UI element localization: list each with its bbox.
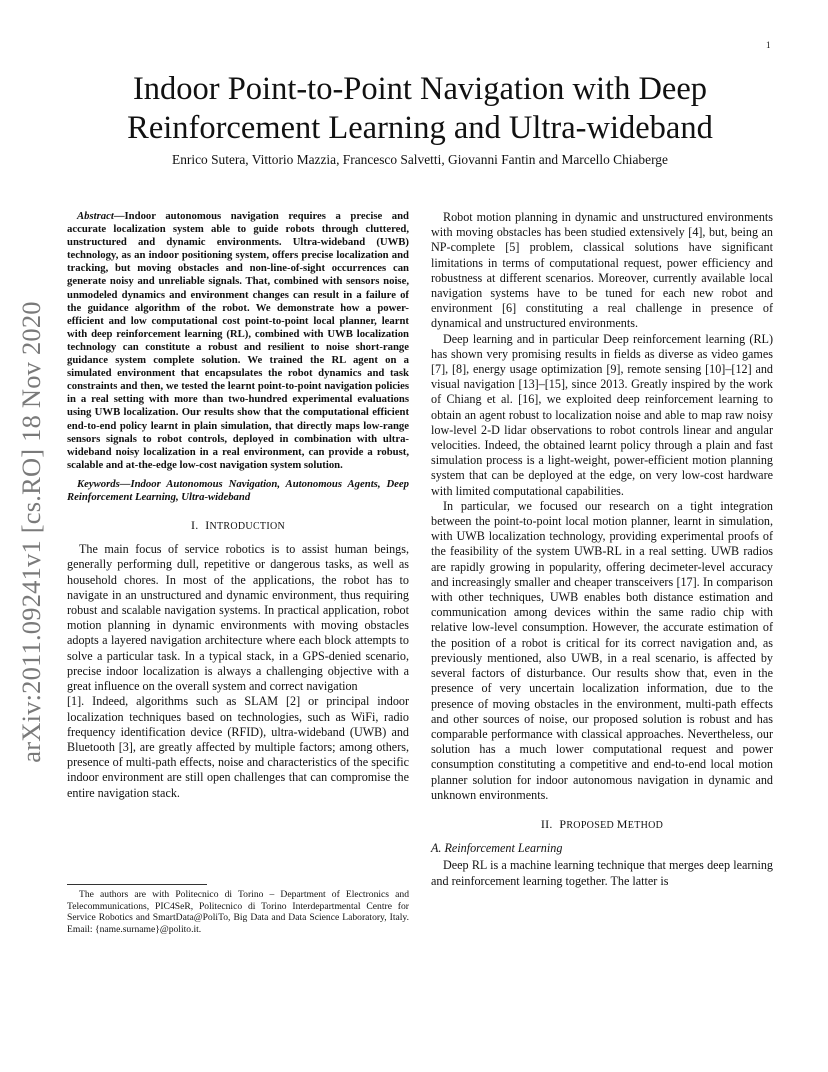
right-column bbox=[431, 210, 773, 889]
keywords: Keywords—Indoor Autonomous Navigation, Autonomous Agents, Deep Reinforcement Learning, Ultra-wideband bbox=[67, 477, 409, 503]
subsection-heading: A. Reinforcement Learning bbox=[431, 841, 563, 856]
right-paragraph-4: Deep RL is a machine learning technique that merges deep learning and reinforcement learning together. The latter is bbox=[431, 858, 773, 888]
abstract bbox=[67, 210, 409, 472]
section-heading-proposed-method: II. PROPOSED METHOD bbox=[540, 816, 664, 831]
section-heading-introduction: I. INTRODUCTION bbox=[190, 518, 286, 533]
footnote-text: The authors are with Politecnico di Torino – Department of Electronics and Telecommunications, PIC4SeR, Politecnico di Torino Interdepartmental Centre for Service Robotics and SmartData@PoliTo, Big Data and Data Science Laboratory, Italy. Email: {name.surname}@polito.it. bbox=[67, 889, 409, 935]
author-list: Enrico Sutera, Vittorio Mazzia, Francesco Salvetti, Giovanni Fantin and Marcello Chiaberge bbox=[172, 152, 668, 167]
abstract-label: Abstract bbox=[77, 210, 114, 222]
right-paragraph-2: Deep learning and in particular Deep reinforcement learning (RL) has shown very promising results in fields as diverse as video games [7], [8], energy usage optimization [9], remote sensing [10]–[12] and visual navigation [13]–[15], since 2013. Greatly inspired by the work of Chiang et al. [16], we exploited deep reinforcement learning to obtain an agent robust to localization noise and able to map raw noisy low-level 2-D lidar observations to robot controls linear and angular velocities. Indeed, the obtained learnt policy through a plain and fast simulation process is a light-weight, power-efficient motion planning system that can be deployed at the edge, on very low-cost hardware with limited computational capabilities. bbox=[431, 331, 773, 498]
abstract-text: —Indoor autonomous navigation requires a precise and accurate localization system able to guide robots through cluttered, unstructured and dynamic environments. Ultra-wideband (UWB) technology, as an indoor positioning system, offers precise localization and tracking, but moving obstacles and non-line-of-sight occurrences can generate noisy and unreliable signals. That, combined with sensors noise, unmodeled dynamics and environment changes can result in a failure of the guidance algorithm of the robot. We demonstrate how a power-efficient and low computational cost point-to-point local planner, learnt with deep reinforcement learning (RL), combined with UWB localization technology can constitute a robust and resilient to noise short-range guidance system complete solution. We trained the RL agent on a simulated environment that encapsulates the robot dynamics and task constraints and then, we tested the learnt point-to-point navigation policies in a real setting with more than two-hundred experimental evaluations using UWB localization. Our results show that the computational efficient end-to-end policy learnt in plain simulation, that directly maps low-range sensors signals to robot controls, deployed in combination with ultra-wideband noisy localization in a real environment, can provide a robust, scalable and at-the-edge low-cost navigation system solution. bbox=[67, 210, 409, 471]
arxiv-stamp: arXiv:2011.09241v1 [cs.RO] 18 Nov 2020 bbox=[16, 301, 46, 763]
intro-paragraph-1-cont: [1]. Indeed, algorithms such as SLAM [2] or principal indoor localization techniques based on technologies, such as WiFi, radio frequency identification device (RFID), ultra-wideband (UWB) and Bluetooth [3], are greatly affected by multiple factors; among others, presence of multi-path effects, noise and characteristics of the specific indoor environment are still open challenges that can compromise the entire navigation stack. bbox=[67, 694, 409, 800]
page-number: 1 bbox=[766, 40, 771, 50]
right-paragraph-3: In particular, we focused our research on a tight integration between the point-to-point local motion planner, learnt in simulation, with UWB localization technology, providing experimental proofs of the feasibility of the system UWB-RL in a real setting. UWB radios are rapidly growing in popularity, offering decimeter-level accuracy and increasingly smaller and cheaper transceivers [17]. In comparison with other techniques, UWB enables both distance estimation and communication among devices within the same radio chip with relative low-level consumption. However, the accurate estimation of the position of a robot is critical for its correct navigation and, as previously mentioned, also UWB, in a real scenario, is affected by several factors of disturbance. Our results show that, even in the presence of very uncertain localization information, due to the presence of moving obstacles in the environment, multi-path effects and other sources of noise, our proposed solution is robust and has comparable performance with classical approaches. Nevertheless, our solution has a much lower computational request and power consumption constituting a competitive and end-to-end local motion planner solution for indoor autonomous navigation in dynamic and unknown environments. bbox=[431, 498, 773, 802]
intro-paragraph-1: The main focus of service robotics is to assist human beings, generally performing dull, repetitive or dangerous tasks, as well as household chores. In most of the applications, the robot has to navigate in an unstructured and dynamic environment, thus requiring robust and scalable navigation systems. In practical application, robot motion planning in dynamic environments with moving obstacles adopts a layered navigation architecture where each block attempts to solve a particular task. In a typical stack, in a GPS-denied scenario, precise indoor localization is always a challenging objective with a great influence on the overall system and correct navigation bbox=[67, 542, 409, 694]
left-column bbox=[67, 210, 409, 801]
right-paragraph-1: Robot motion planning in dynamic and unstructured environments with moving obstacles has been studied extensively [4], but, being an NP-complete [5] problem, classical solutions have significant limitations in terms of computational request, power efficiency and robustness at different scenarios. Moreover, currently available local navigation systems have to be tuned for each new robot and environment [6] constituting a real challenge in presence of dynamical and unstructured environments. bbox=[431, 210, 773, 331]
footnote bbox=[67, 884, 409, 935]
footnote-rule bbox=[67, 884, 207, 885]
paper-title: Indoor Point-to-Point Navigation with Deep Reinforcement Learning and Ultra-wideband bbox=[127, 71, 713, 146]
